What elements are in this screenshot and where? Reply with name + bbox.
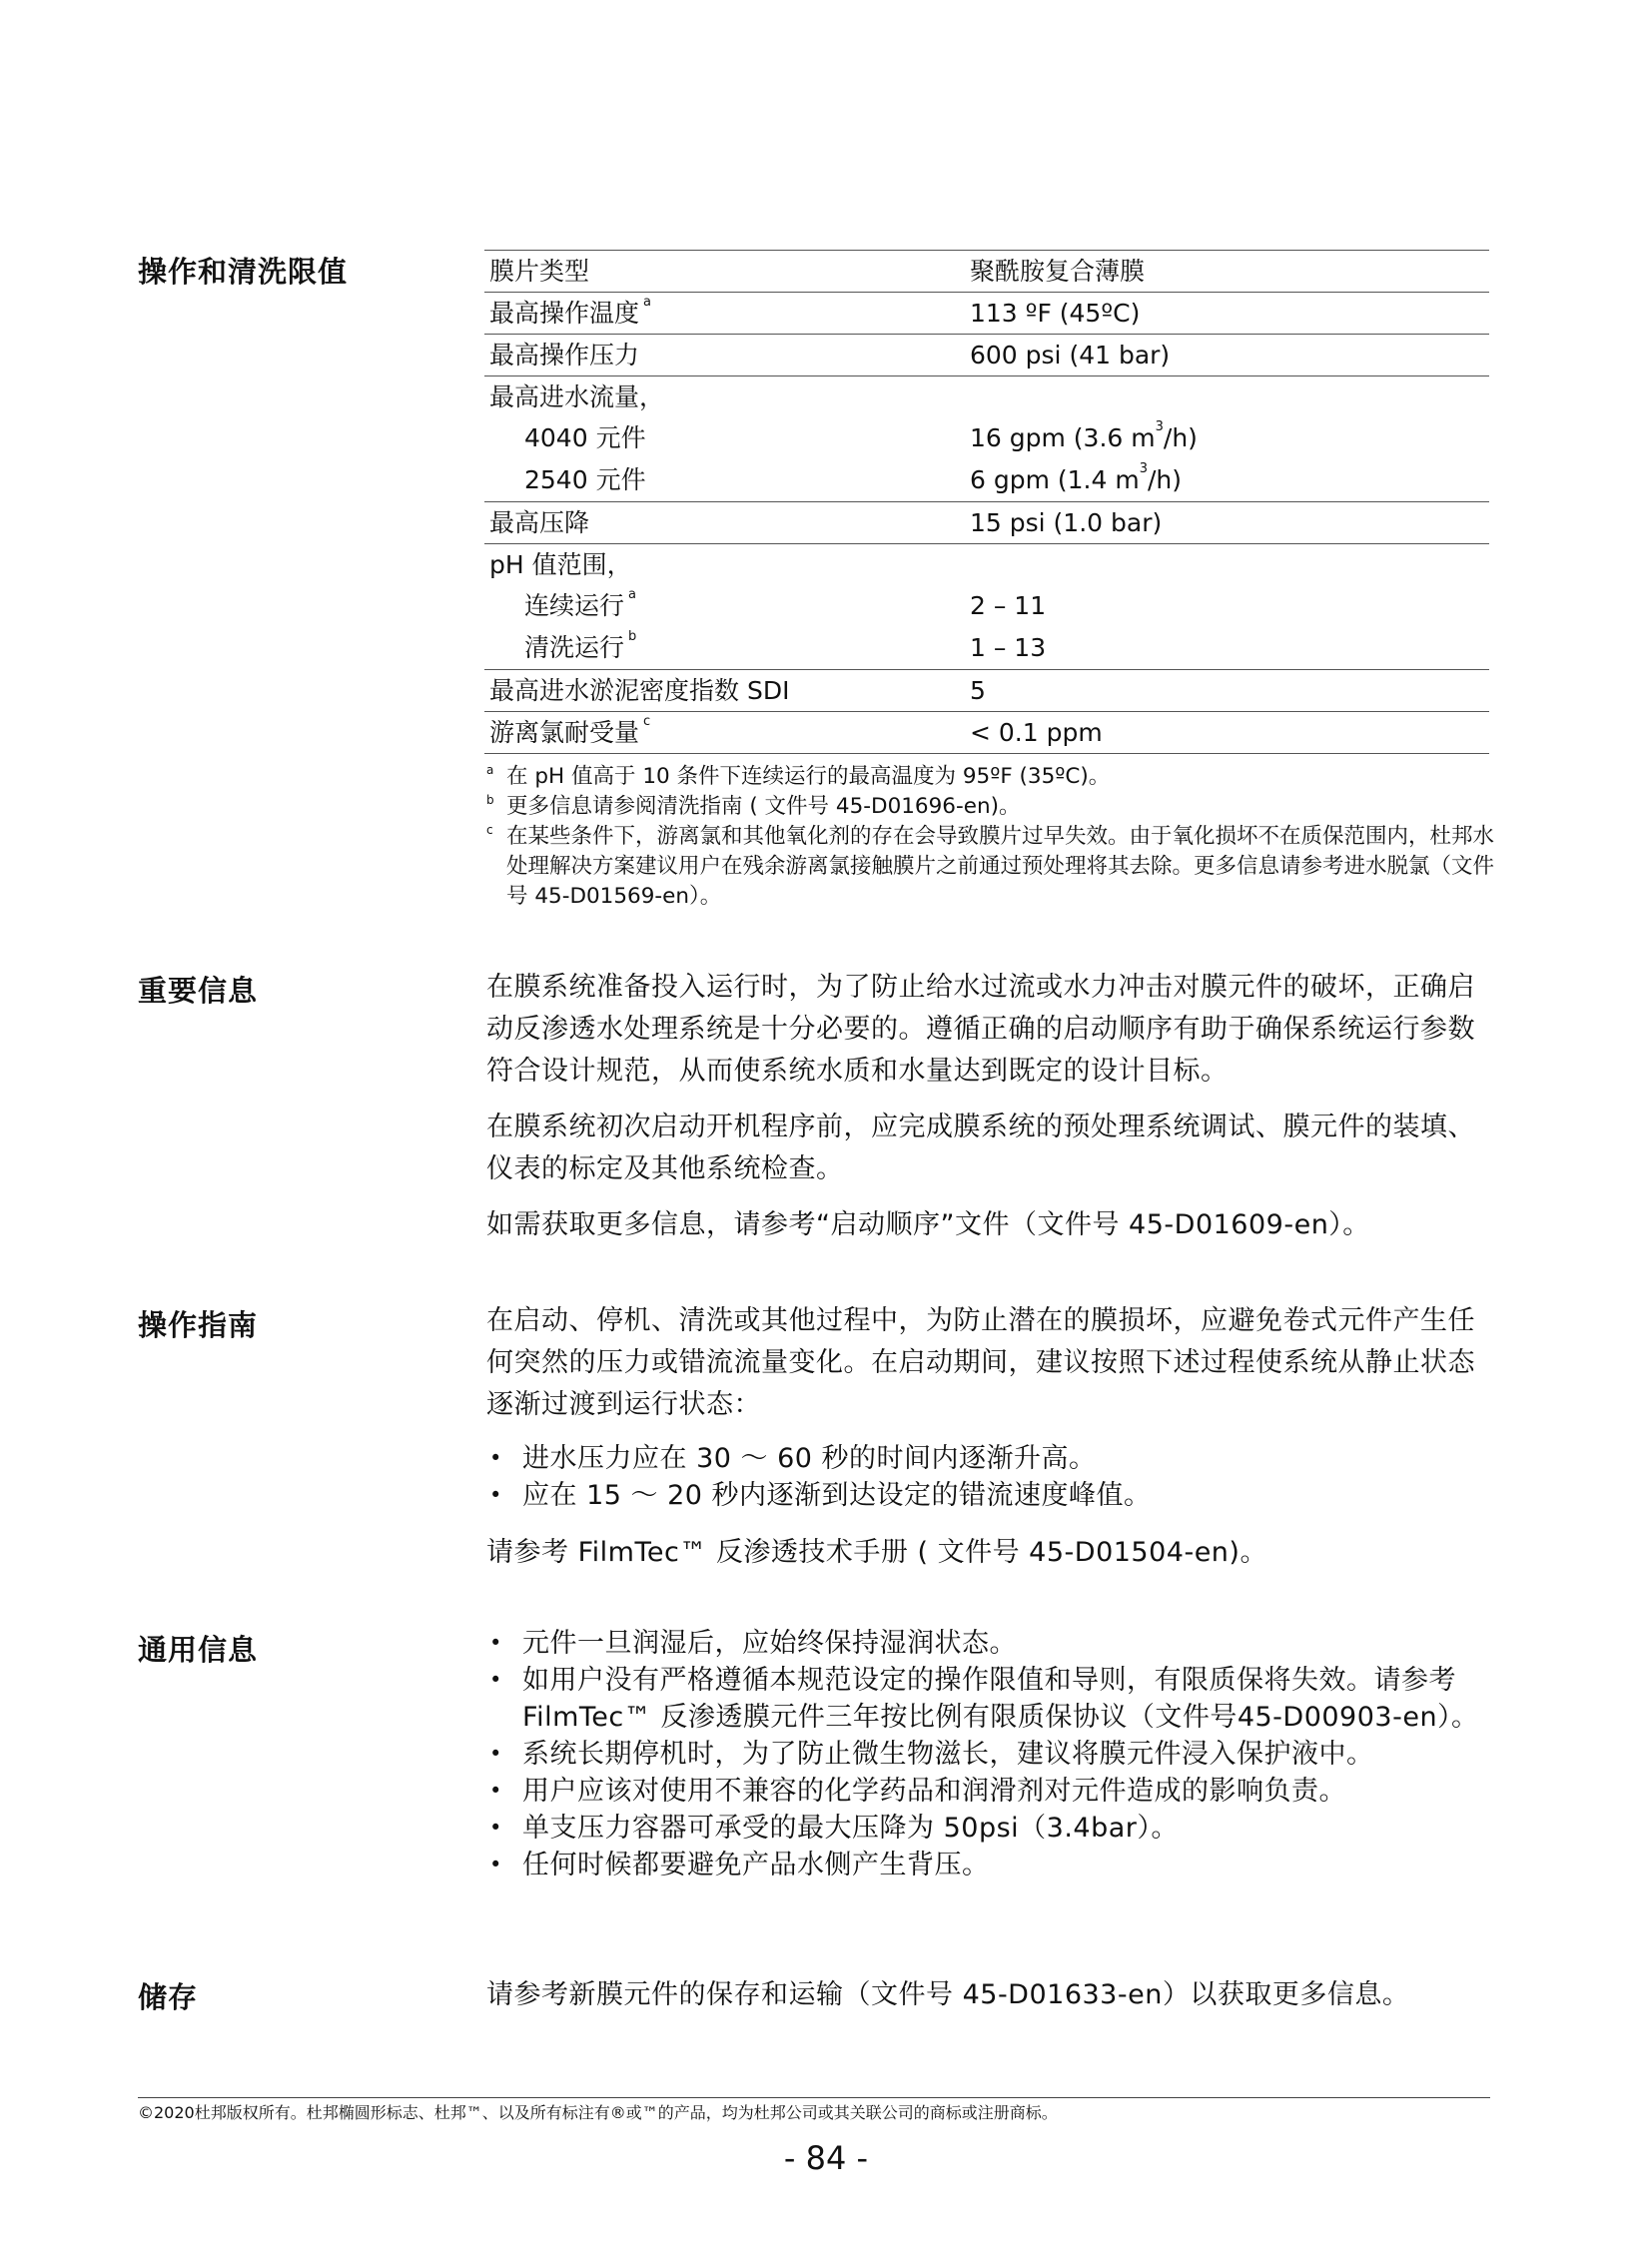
section-title-storage: 储存 — [138, 1980, 199, 2014]
table-label: 最高操作压力 — [484, 335, 965, 376]
table-value — [965, 376, 1489, 418]
table-label — [484, 712, 965, 754]
footnote-mark: a — [643, 295, 651, 310]
section-title-general: 通用信息 — [138, 1633, 259, 1667]
table-footnotes — [486, 762, 1495, 912]
table-label: 膜片类型 — [484, 251, 965, 293]
general-info-body — [486, 1625, 1495, 1901]
table-row — [484, 251, 1489, 293]
label-text: 游离氯耐受量 — [489, 718, 640, 747]
paragraph: 请参考 FilmTec™ 反渗透技术手册 ( 文件号 45-D01504-en)。 — [486, 1537, 1267, 1568]
table-value: 1 – 13 — [970, 633, 1047, 662]
label-text: 清洗运行 — [524, 633, 625, 662]
paragraph: 请参考新膜元件的保存和运输（文件号 45-D01633-en）以获取更多信息。 — [486, 1979, 1410, 2010]
table-row — [484, 459, 1489, 502]
table-value: < 0.1 ppm — [965, 712, 1489, 754]
table-label — [484, 293, 965, 335]
footnote-mark: a — [486, 763, 494, 777]
footnote-text: 更多信息请参阅清洗指南 ( 文件号 45-D01696-en)。 — [506, 794, 1021, 819]
table-value: 5 — [965, 670, 1489, 712]
list-item: • 系统长期停机时，为了防止微生物滋长，建议将膜元件浸入保护液中。 — [486, 1736, 1495, 1773]
list-item: • 进水压力应在 30 ～ 60 秒的时间内逐渐升高。 — [486, 1440, 1495, 1477]
list-item: • 应在 15 ～ 20 秒内逐渐到达设定的错流速度峰值。 — [486, 1477, 1495, 1514]
footer-divider — [138, 2097, 1490, 2098]
value-text: /h) — [1147, 465, 1183, 494]
table-row — [484, 376, 1489, 418]
table-label: pH 值范围， — [484, 544, 965, 586]
table-row — [484, 293, 1489, 335]
footnote-text: 在某些条件下，游离氯和其他氧化剂的存在会导致膜片过早失效。由于氧化损坏不在质保范围内，杜邦水处理解决方案建议用户在残余游离氯接触膜片之前通过预处理将其去除。更多信息请参考进水脱氯（文件号 45-D01569-en）。 — [506, 824, 1495, 909]
bullet-list — [486, 1440, 1495, 1514]
footnote-a — [486, 762, 1495, 792]
footnote-text: 在 pH 值高于 10 条件下连续运行的最高温度为 95ºF (35ºC)。 — [506, 764, 1111, 789]
list-item: • 如用户没有严格遵循本规范设定的操作限值和导则，有限质保将失效。请参考FilmTec™ 反渗透膜元件三年按比例有限质保协议（文件号45-D00903-en）。 — [486, 1662, 1495, 1736]
footnote-mark: a — [628, 587, 636, 602]
footnote-b — [486, 792, 1495, 822]
list-item: • 用户应该对使用不兼容的化学药品和润滑剂对元件造成的影响负责。 — [486, 1773, 1495, 1810]
value-text: 16 gpm (3.6 m — [970, 423, 1156, 452]
footnote-mark: b — [486, 793, 494, 807]
table-label: 最高进水流量， — [484, 376, 965, 418]
table-row — [484, 712, 1489, 754]
value-text: 6 gpm (1.4 m — [970, 465, 1140, 494]
section-title-important: 重要信息 — [138, 974, 259, 1008]
table-value: 600 psi (41 bar) — [965, 335, 1489, 376]
table-label: 最高进水淤泥密度指数 SDI — [484, 670, 965, 712]
table-value: 聚酰胺复合薄膜 — [965, 251, 1489, 293]
table-value — [965, 544, 1489, 586]
table-label: 4040 元件 — [524, 423, 646, 452]
paragraph: 在膜系统初次启动开机程序前，应完成膜系统的预处理系统调试、膜元件的装填、仪表的标定及其他系统检查。 — [486, 1112, 1475, 1184]
table-row — [484, 627, 1489, 670]
value-text: /h) — [1163, 423, 1198, 452]
important-info-body — [486, 967, 1495, 1260]
list-item: • 任何时候都要避免产品水侧产生背压。 — [486, 1847, 1495, 1883]
table-row — [484, 502, 1489, 544]
operating-limits-table — [484, 250, 1489, 754]
table-value: 2 – 11 — [970, 591, 1047, 620]
label-text: 最高操作温度 — [489, 299, 640, 328]
table-row — [484, 417, 1489, 459]
footnote-mark: c — [486, 823, 493, 837]
table-value — [965, 459, 1489, 502]
label-text: 连续运行 — [524, 591, 625, 620]
section-title-operation: 操作指南 — [138, 1308, 259, 1342]
table-value — [965, 417, 1489, 459]
list-item: • 单支压力容器可承受的最大压降为 50psi（3.4bar）。 — [486, 1810, 1495, 1847]
table-value: 113 ºF (45ºC) — [965, 293, 1489, 335]
operation-guide-body — [486, 1300, 1495, 1588]
table-row — [484, 335, 1489, 376]
table-value: 15 psi (1.0 bar) — [965, 502, 1489, 544]
footnote-c — [486, 822, 1495, 912]
table-row — [484, 544, 1489, 586]
storage-body — [486, 1974, 1495, 2030]
superscript: 3 — [1139, 461, 1148, 476]
table-label — [484, 585, 965, 627]
table-row — [484, 670, 1489, 712]
paragraph: 如需获取更多信息，请参考“启动顺序”文件（文件号 45-D01609-en）。 — [486, 1209, 1370, 1240]
table-label: 2540 元件 — [524, 465, 646, 494]
table-label: 最高压降 — [484, 502, 965, 544]
list-item: • 元件一旦润湿后，应始终保持湿润状态。 — [486, 1625, 1495, 1662]
table-row — [484, 585, 1489, 627]
paragraph: 在启动、停机、清洗或其他过程中，为防止潜在的膜损坏，应避免卷式元件产生任何突然的压力或错流流量变化。在启动期间，建议按照下述过程使系统从静止状态逐渐过渡到运行状态： — [486, 1305, 1475, 1420]
table-label — [484, 627, 965, 670]
superscript: 3 — [1155, 419, 1164, 434]
footnote-mark: c — [643, 714, 651, 729]
copyright-notice: ©2020杜邦版权所有。杜邦椭圆形标志、杜邦™、以及所有标注有®或™的产品，均为杜邦公司或其关联公司的商标或注册商标。 — [138, 2103, 1058, 2122]
page-number: - 84 - — [783, 2139, 869, 2177]
paragraph: 在膜系统准备投入运行时，为了防止给水过流或水力冲击对膜元件的破坏，正确启动反渗透水处理系统是十分必要的。遵循正确的启动顺序有助于确保系统运行参数符合设计规范，从而使系统水质和水量达到既定的设计目标。 — [486, 972, 1475, 1087]
footnote-mark: b — [628, 629, 637, 644]
bullet-list — [486, 1625, 1495, 1883]
section-title-limits: 操作和清洗限值 — [138, 255, 349, 289]
